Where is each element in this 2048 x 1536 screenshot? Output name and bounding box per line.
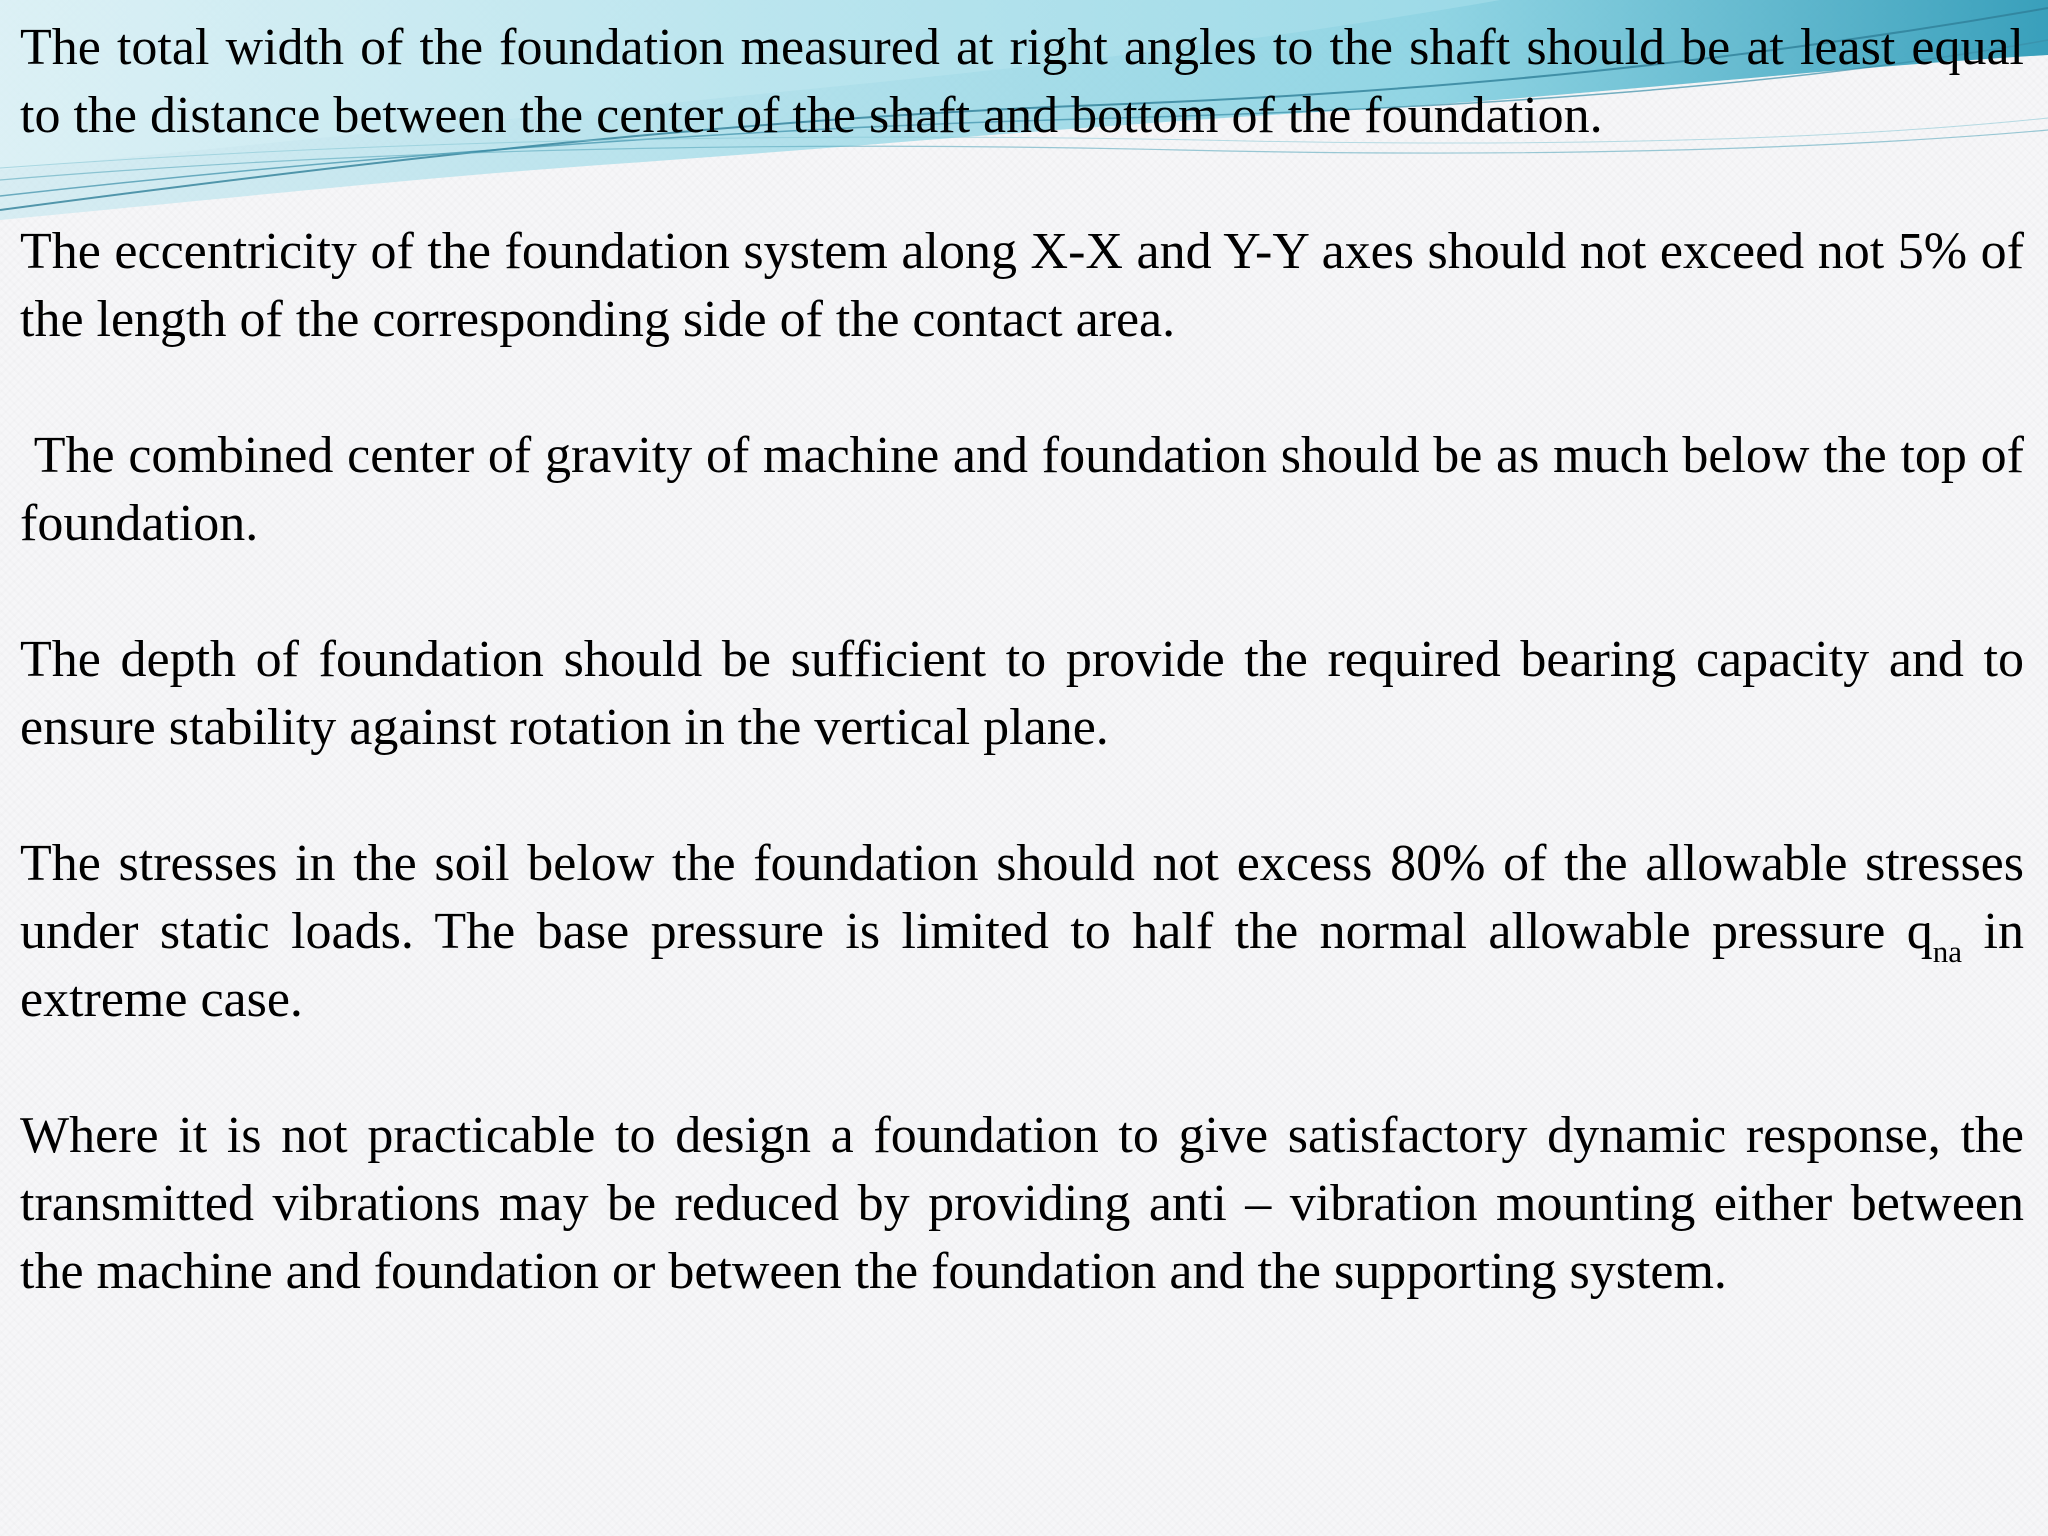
pressure-subscript: na	[1932, 934, 1963, 969]
slide-body	[20, 14, 2024, 1374]
paragraph-soil-stresses	[20, 830, 2024, 1034]
paragraph-center-of-gravity: The combined center of gravity of machine and foundation should be as much below the top of foundation.	[20, 427, 2024, 552]
paragraph-anti-vibration: Where it is not practicable to design a foundation to give satisfactory dynamic response, the transmitted vibrations may be reduced by providing anti – vibration mounting either between the machine and foundation or between the foundation and the supporting system.	[20, 1107, 2024, 1300]
paragraph-foundation-width: The total width of the foundation measured at right angles to the shaft should be at least equal to the distance between the center of the shaft and bottom of the foundation.	[20, 19, 2024, 144]
soil-stresses-text: The stresses in the soil below the foundation should not excess 80% of the allowable stresses under static loads. The base pressure is limited to half the normal allowable pressure q	[20, 835, 2024, 960]
paragraph-eccentricity: The eccentricity of the foundation system along X-X and Y-Y axes should not exceed not 5% of the length of the corresponding side of the contact area.	[20, 223, 2024, 348]
paragraph-foundation-depth: The depth of foundation should be sufficient to provide the required bearing capacity and to ensure stability against rotation in the vertical plane.	[20, 631, 2024, 756]
soil-stresses-text-end: in extreme case.	[20, 903, 2024, 1028]
